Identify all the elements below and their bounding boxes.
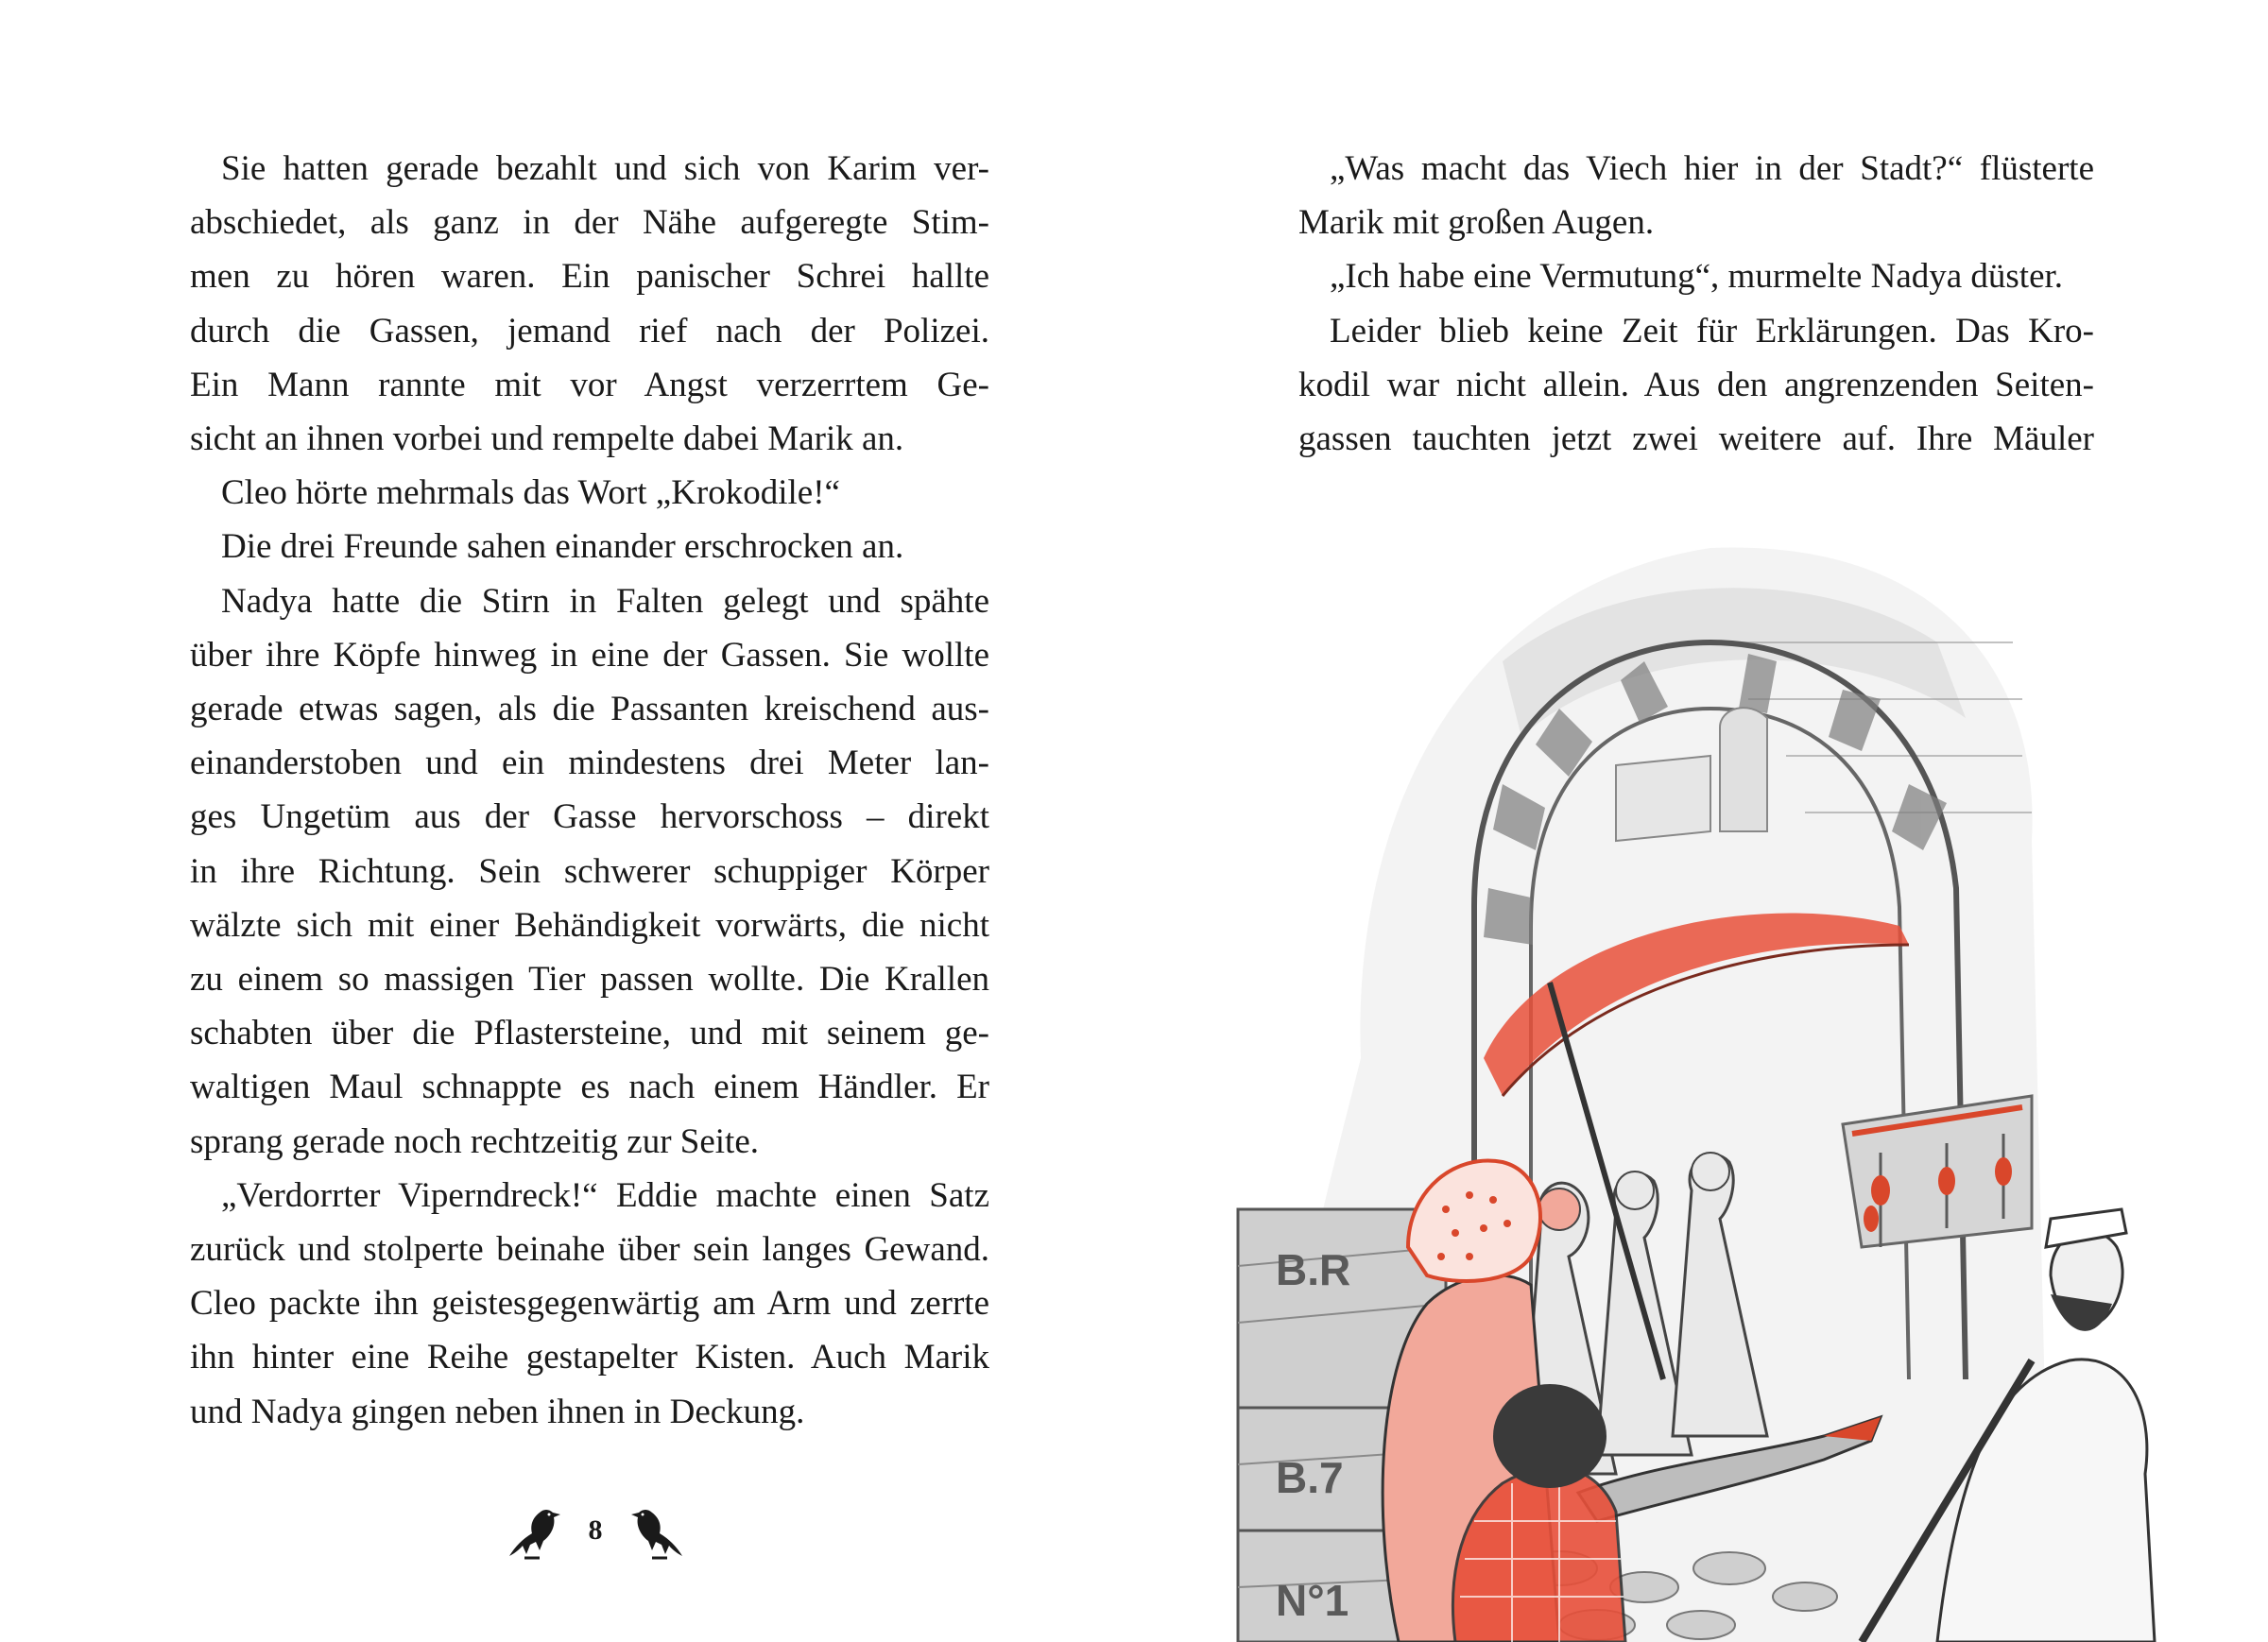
text-line: kodil war nicht allein. Aus den angrenzenden Seiten- [1298, 365, 2094, 404]
text-line: zu einem so massigen Tier passen wollte. Die Krallen [190, 960, 989, 1000]
crate-label: B.R [1276, 1245, 1351, 1294]
left-page-text [190, 142, 989, 1439]
text-line: Cleo hörte mehrmals das Wort „Krokodile!“ [221, 473, 840, 513]
page-number: 8 [588, 1514, 603, 1546]
text-line: gerade etwas sagen, als die Passanten kreischend aus- [190, 690, 989, 729]
text-line: „Was macht das Viech hier in der Stadt?“ flüsterte [1330, 149, 2094, 188]
text-line: zurück und stolperte beinahe über sein langes Gewand. [190, 1230, 989, 1270]
text-line: ges Ungetüm aus der Gasse hervorschoss – direkt [190, 797, 989, 837]
text-line: Cleo packte ihn geistesgegenwärtig am Arm und zerrte [190, 1284, 989, 1324]
text-line: Sie hatten gerade bezahlt und sich von Karim ver- [221, 149, 989, 188]
text-line: und Nadya gingen neben ihnen in Deckung. [190, 1392, 805, 1431]
text-line: Leider blieb keine Zeit für Erklärungen. Das Kro- [1330, 311, 2094, 351]
text-line: waltigen Maul schnappte es nach einem Händler. Er [190, 1068, 989, 1107]
text-line: gassen tauchten jetzt zwei weitere auf. Ihre Mäuler [1298, 419, 2094, 459]
text-line: sprang gerade noch rechtzeitig zur Seite. [190, 1121, 760, 1161]
text-line: Die drei Freunde sahen einander erschrocken an. [221, 527, 904, 567]
text-line: men zu hören waren. Ein panischer Schrei hallte [190, 257, 989, 297]
text-line: sicht an ihnen vorbei und rempelte dabei Marik an. [190, 419, 904, 459]
text-line: „Verdorrter Viperndreck!“ Eddie machte einen Satz [221, 1175, 989, 1215]
text-line: „Ich habe eine Vermutung“, murmelte Nadya düster. [1330, 257, 2064, 297]
text-line: wälzte sich mit einer Behändigkeit vorwärts, die nicht [190, 905, 989, 945]
crate-label: N°1 [1276, 1576, 1349, 1625]
text-line: in ihre Richtung. Sein schwerer schuppiger Körper [190, 851, 989, 891]
crate-label: B.7 [1276, 1453, 1344, 1502]
text-line: schabten über die Pflastersteine, und mit seinem ge- [190, 1014, 989, 1053]
text-line: durch die Gassen, jemand rief nach der Polizei. [190, 311, 989, 351]
bird-ornament-icon [502, 1497, 568, 1564]
text-line: über ihre Köpfe hinweg in eine der Gassen. Sie wollte [190, 635, 989, 675]
text-line: Nadya hatte die Stirn in Falten gelegt und spähte [221, 581, 989, 621]
text-line: Marik mit großen Augen. [1298, 203, 1655, 243]
page-footer [491, 1493, 699, 1568]
text-line: abschiedet, als ganz in der Nähe aufgeregte Stim- [190, 203, 989, 243]
text-line: einanderstoben und ein mindestens drei Meter lan- [190, 744, 989, 783]
text-line: ihn hinter eine Reihe gestapelter Kisten. Auch Marik [190, 1338, 989, 1377]
bird-ornament-icon [624, 1497, 690, 1564]
text-line: Ein Mann rannte mit vor Angst verzerrtem Ge- [190, 365, 989, 404]
right-page [1134, 0, 2268, 1642]
market-illustration [1219, 529, 2164, 1642]
right-page-text [1298, 142, 2094, 466]
